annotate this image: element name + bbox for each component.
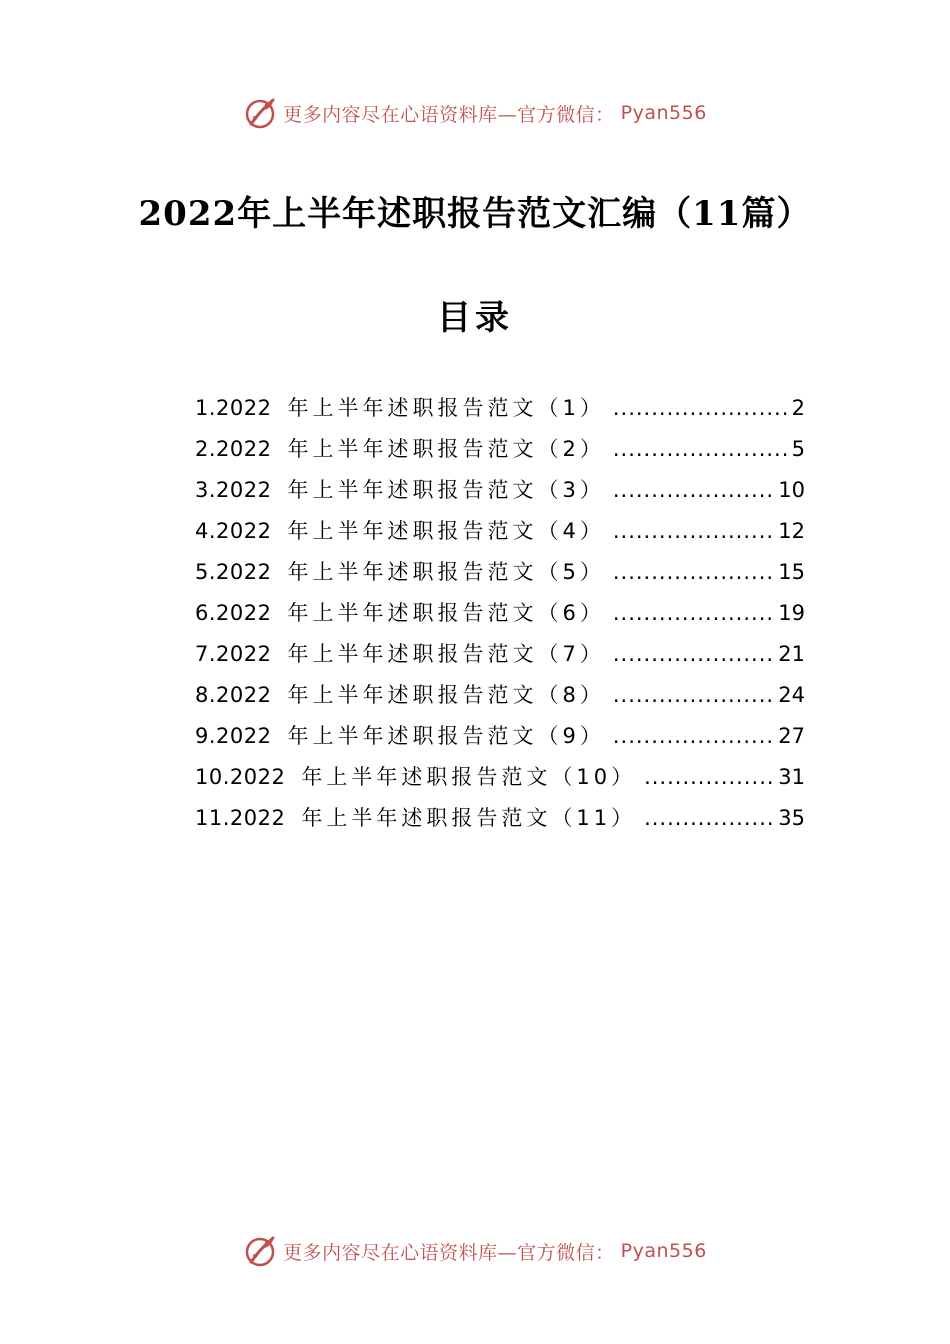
- toc-entry-number: 8.2022: [195, 683, 272, 707]
- toc-entry-7[interactable]: [195, 638, 805, 679]
- toc-entry-number: 4.2022: [195, 519, 272, 543]
- toc-entry-number: 6.2022: [195, 601, 272, 625]
- toc-leader-dots: [644, 806, 776, 830]
- toc-entry-title: 年上半年述职报告范文（3）: [287, 478, 605, 502]
- toc-entry-title: 年上半年述职报告范文（9）: [287, 724, 605, 748]
- toc-entry-title: 年上半年述职报告范文（8）: [287, 683, 605, 707]
- toc-entry-page: 19: [778, 601, 805, 625]
- toc-entry-title: 年上半年述职报告范文（10）: [301, 765, 637, 789]
- toc-leader-dots: [613, 642, 776, 666]
- toc-entry-number: 7.2022: [195, 642, 272, 666]
- toc-entry-page: 27: [778, 724, 805, 748]
- toc-leader-dots: [613, 683, 776, 707]
- toc-entry-page: 12: [778, 519, 805, 543]
- toc-entry-number: 3.2022: [195, 478, 272, 502]
- toc-entry-11[interactable]: [195, 802, 805, 843]
- toc-leader-dots: [613, 724, 776, 748]
- toc-leader-dots: [613, 437, 790, 461]
- toc-entry-5[interactable]: [195, 556, 805, 597]
- toc-entry-page: 15: [778, 560, 805, 584]
- toc-entry-number: 10.2022: [195, 765, 286, 789]
- toc-entry-title: 年上半年述职报告范文（2）: [287, 437, 605, 461]
- watermark-text: 更多内容尽在心语资料库—官方微信：: [283, 103, 615, 126]
- toc-entry-number: 9.2022: [195, 724, 272, 748]
- toc-entry-4[interactable]: [195, 515, 805, 556]
- table-of-contents: [195, 392, 805, 843]
- watermark-text: 更多内容尽在心语资料库—官方微信：: [283, 1241, 615, 1264]
- watermark-handle: Pyan556: [620, 1240, 707, 1262]
- toc-entry-page: 31: [778, 765, 805, 789]
- toc-entry-page: 21: [778, 642, 805, 666]
- toc-entry-number: 11.2022: [195, 806, 286, 830]
- toc-entry-page: 10: [778, 478, 805, 502]
- toc-entry-page: 24: [778, 683, 805, 707]
- toc-entry-title: 年上半年述职报告范文（11）: [301, 806, 637, 830]
- toc-entry-number: 2.2022: [195, 437, 272, 461]
- toc-entry-3[interactable]: [195, 474, 805, 515]
- toc-entry-title: 年上半年述职报告范文（5）: [287, 560, 605, 584]
- watermark-handle: Pyan556: [620, 102, 707, 124]
- toc-leader-dots: [613, 396, 790, 420]
- document-title: 2022年上半年述职报告范文汇编（11篇）: [138, 194, 812, 234]
- toc-entry-title: 年上半年述职报告范文（7）: [287, 642, 605, 666]
- toc-entry-number: 1.2022: [195, 396, 272, 420]
- quill-logo-icon: [243, 1234, 277, 1268]
- toc-entry-8[interactable]: [195, 679, 805, 720]
- toc-entry-page: 5: [791, 437, 805, 461]
- toc-leader-dots: [613, 560, 776, 584]
- toc-entry-title: 年上半年述职报告范文（6）: [287, 601, 605, 625]
- toc-heading: 目录: [437, 298, 513, 338]
- toc-leader-dots: [613, 519, 776, 543]
- toc-entry-page: 35: [778, 806, 805, 830]
- toc-entry-number: 5.2022: [195, 560, 272, 584]
- toc-leader-dots: [613, 601, 776, 625]
- toc-entry-9[interactable]: [195, 720, 805, 761]
- toc-entry-page: 2: [791, 396, 805, 420]
- toc-entry-1[interactable]: [195, 392, 805, 433]
- toc-entry-title: 年上半年述职报告范文（4）: [287, 519, 605, 543]
- toc-entry-title: 年上半年述职报告范文（1）: [287, 396, 605, 420]
- toc-entry-10[interactable]: [195, 761, 805, 802]
- toc-entry-2[interactable]: [195, 433, 805, 474]
- footer-watermark: [0, 1234, 950, 1268]
- toc-leader-dots: [613, 478, 776, 502]
- toc-entry-6[interactable]: [195, 597, 805, 638]
- quill-logo-icon: [243, 96, 277, 130]
- toc-leader-dots: [644, 765, 776, 789]
- header-watermark: [0, 96, 950, 130]
